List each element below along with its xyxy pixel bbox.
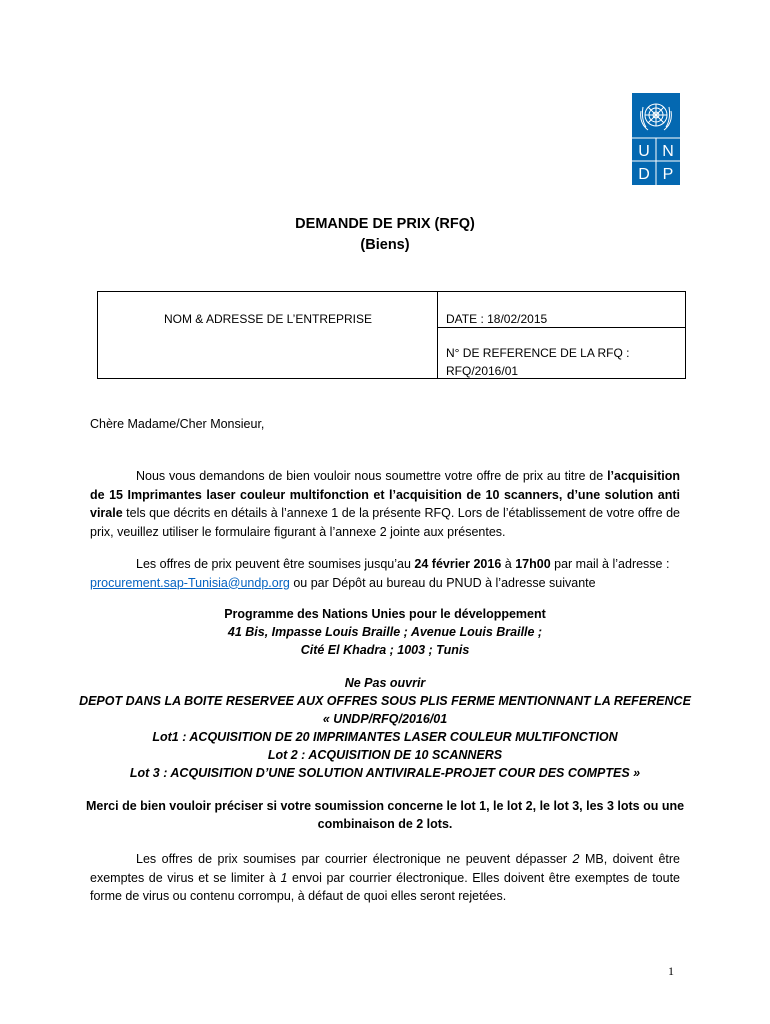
request-intro: Nous vous demandons de bien vouloir nous soumettre votre offre de prix au titre de xyxy=(136,469,608,483)
address-org: Programme des Nations Unies pour le développement xyxy=(224,607,546,621)
reference-label: N° DE REFERENCE DE LA RFQ : xyxy=(446,346,630,360)
depot-box-note: DEPOT DANS LA BOITE RESERVEE AUX OFFRES SOUS PLIS FERME MENTIONNANT LA REFERENCE xyxy=(79,694,691,708)
email-size-limit: 2 xyxy=(572,852,580,866)
date-text: DATE : 18/02/2015 xyxy=(446,312,548,326)
merci-line2: combinaison de 2 lots. xyxy=(317,817,453,831)
email-rules-c: envoi par courrier électronique. Elles doivent être exemptes de toute forme de virus ou contenu corrompu, à défaut de quoi elles seront rejetées. xyxy=(90,870,680,903)
deadline-end: ou par Dépôt au bureau du PNUD à l’adresse suivante xyxy=(289,575,596,590)
logo-letter-u: U xyxy=(638,143,650,160)
logo-letter-n: N xyxy=(662,143,674,160)
depot-do-not-open: Ne Pas ouvrir xyxy=(344,676,426,690)
paragraph-deadline xyxy=(90,555,680,592)
paragraph-email-rules xyxy=(90,850,680,906)
salutation: Chère Madame/Cher Monsieur, xyxy=(90,417,265,431)
lot-request-note xyxy=(0,797,770,833)
deadline-date: 24 février 2016 xyxy=(414,557,502,571)
deadline-intro: Les offres de prix peuvent être soumises jusqu’au xyxy=(136,557,415,571)
address-street: 41 Bis, Impasse Louis Braille ; Avenue Louis Braille ; xyxy=(227,625,543,639)
merci-line1: Merci de bien vouloir préciser si votre soumission concerne le lot 1, le lot 2, le lot 3, les 3 lots ou une xyxy=(85,799,685,813)
document-subtitle: (Biens) xyxy=(360,237,410,253)
un-emblem-icon xyxy=(632,93,680,185)
reference-value: RFQ/2016/01 xyxy=(446,364,519,378)
depot-reference: « UNDP/RFQ/2016/01 xyxy=(322,712,448,726)
request-rest: tels que décrits en détails à l’annexe 1 de la présente RFQ. Lors de l’établissement de votre offre de prix, veuillez utiliser le formulaire figurant à l’annexe 2 jointe aux présentes. xyxy=(90,506,680,539)
logo-letter-d: D xyxy=(638,166,650,183)
company-label: NOM & ADRESSE DE L’ENTREPRISE xyxy=(163,312,373,326)
reference-cell xyxy=(446,344,676,380)
email-rules-a: Les offres de prix soumises par courrier électronique ne peuvent dépasser xyxy=(136,852,573,866)
date-cell xyxy=(438,292,685,328)
deadline-after: par mail à l’adresse : xyxy=(550,557,670,571)
deadline-time: 17h00 xyxy=(515,557,551,571)
undp-logo xyxy=(632,93,680,185)
logo-letter-p: P xyxy=(662,166,674,183)
depot-lot2: Lot 2 : ACQUISITION DE 10 SCANNERS xyxy=(267,748,503,762)
email-rules-b: MB, doivent être exemptes de virus et se limiter à xyxy=(90,852,680,885)
page-number: 1 xyxy=(668,964,674,978)
paragraph-request xyxy=(90,467,680,541)
deadline-mid: à xyxy=(501,557,516,571)
company-cell xyxy=(98,292,438,378)
header-table xyxy=(97,291,686,379)
address-city: Cité El Khadra ; 1003 ; Tunis xyxy=(300,643,470,657)
office-address xyxy=(0,605,770,659)
procurement-email-link[interactable]: procurement.sap-Tunisia@undp.org xyxy=(90,575,290,590)
request-object: l’acquisition de 15 Imprimantes laser couleur multifonction et l’acquisition de 10 scanners, d’une solution anti virale xyxy=(90,469,680,520)
depot-lot1: Lot1 : ACQUISITION DE 20 IMPRIMANTES LASER COULEUR MULTIFONCTION xyxy=(152,730,618,744)
depot-lot3: Lot 3 : ACQUISITION D’UNE SOLUTION ANTIVIRALE-PROJET COUR DES COMPTES » xyxy=(129,766,641,780)
email-count-limit: 1 xyxy=(280,870,288,885)
envelope-instructions xyxy=(0,674,770,782)
document-title: DEMANDE DE PRIX (RFQ) xyxy=(295,216,475,232)
